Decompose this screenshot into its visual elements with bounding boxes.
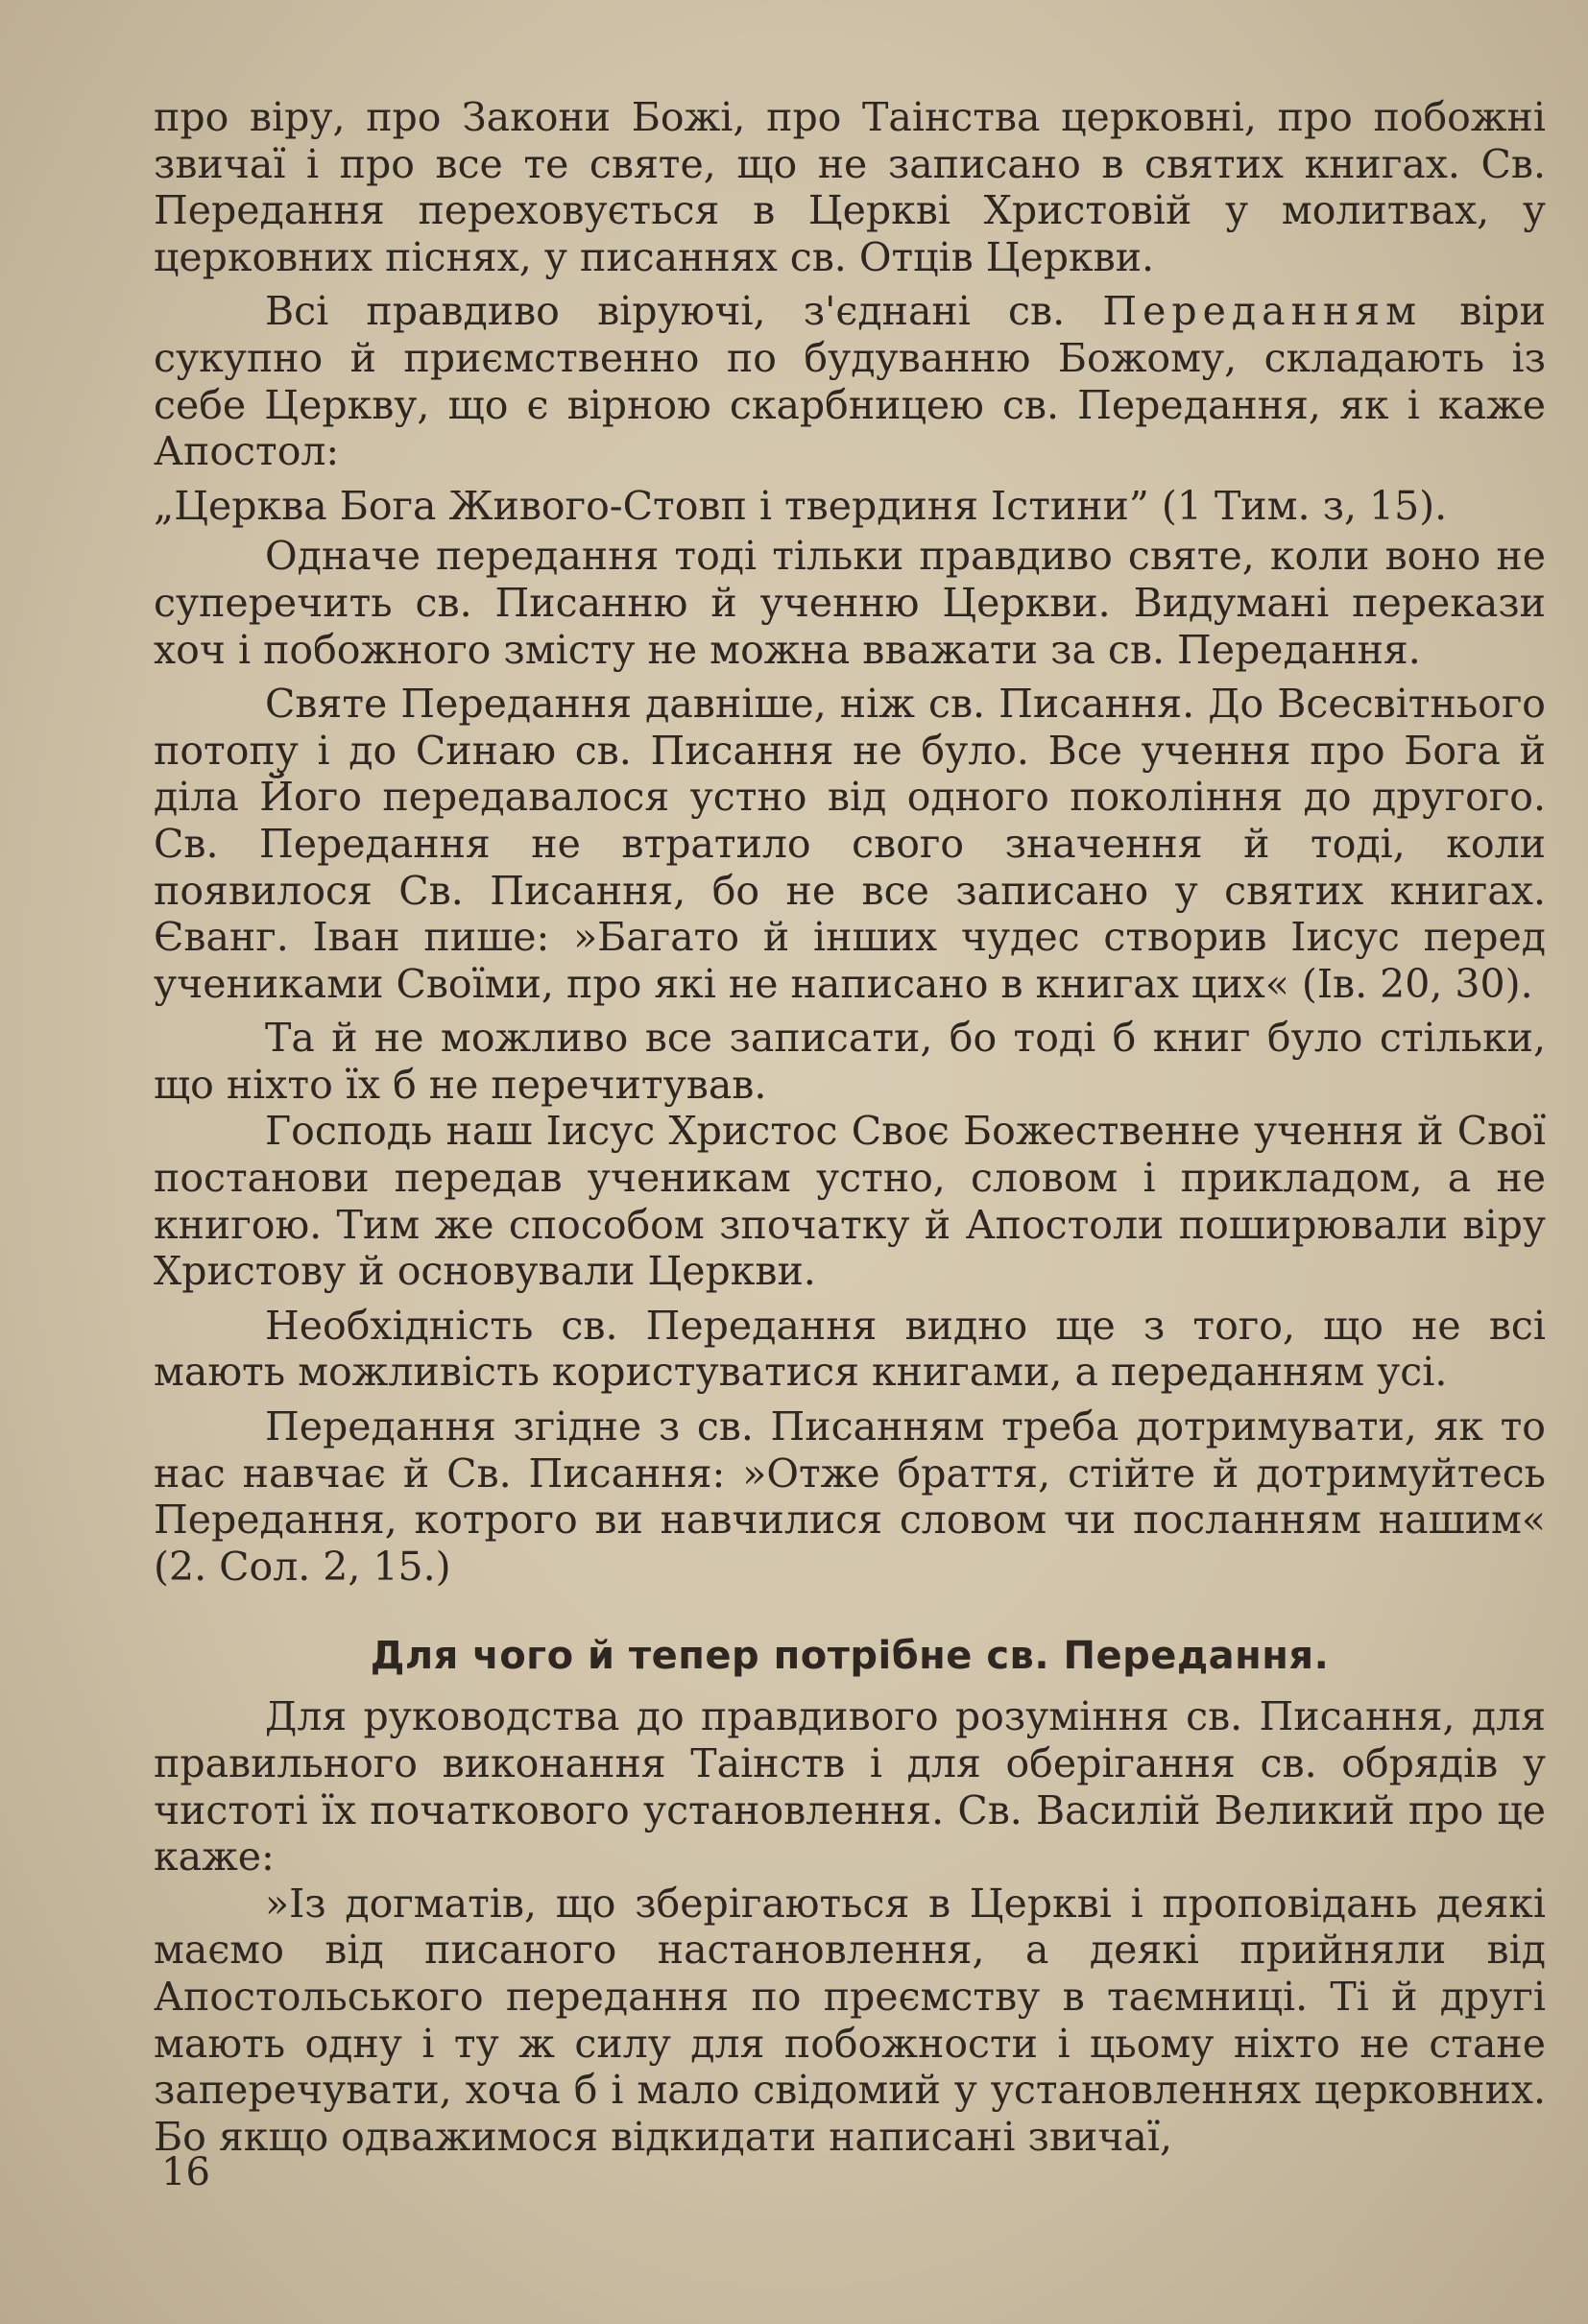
paragraph-2	[154, 288, 1546, 474]
paragraph-7: Необхідність св. Передання видно ще з того, що не всі мають можливість користуватися книгами, а переданням усі.	[154, 1302, 1546, 1396]
section-heading: Для чого й тепер потрібне св. Передання.	[370, 1634, 1330, 1679]
paragraph-6: Господь наш Іисус Христос Своє Божественне учення й Свої постанови передав ученикам устно, словом і прикладом, а не книгою. Тим же способом зпочатку й Апостоли поширювали віру Христову й основували Церкви.	[154, 1108, 1546, 1295]
paragraph-8: Передання згідне з св. Писанням треба дотримувати, як то нас навчає й Св. Писання: »Отже браття, стійте й дотримуйтесь Передання, котрого ви навчилися словом чи посланням нашим« (2. Сол. 2, 15.)	[154, 1403, 1546, 1590]
paragraph-2-end: віри сукупно й приємственно по будуванню Божому, складають із себе Церкву, що є вірною скарбницею св. Передання, як і каже Апостол:	[154, 288, 1546, 475]
scripture-quote: „Церква Бога Живого-Стовп і твердиня Істини” (1 Тим. з, 15).	[154, 482, 1448, 529]
paragraph-2-start: Всі правдиво віруючі, з'єднані св.	[265, 288, 1103, 335]
spaced-word: Переданням	[1102, 288, 1422, 335]
section-paragraph-2: »Із догматів, що зберігаються в Церкві і проповідань деякі маємо від писаного настановлення, а деякі прийняли від Апостольського передання по преємству в таємниці. Ті й другі мають одну і ту ж силу для побожности і цьому ніхто не стане заперечувати, хоча б і мало свідомий у установленнях церковних. Бо якщо одважимося відкидати написані звичаї,	[154, 1880, 1546, 2160]
section-paragraph-1: Для руководства до правдивого розуміння св. Писання, для правильного виконання Таінств і для оберігання св. обрядів у чистоті їх початкового установлення. Св. Василій Великий про це каже:	[154, 1693, 1546, 1881]
paragraph-5: Та й не можливо все записати, бо тоді б книг було стільки, що ніхто їх б не перечитував.	[154, 1015, 1546, 1108]
page-number: 16	[161, 2150, 210, 2194]
paragraph-1: про віру, про Закони Божі, про Таінства церковні, про побожні звичаї і про все те святе, що не записано в святих книгах. Св. Передання переховується в Церкві Христовій у молитвах, у церковних піснях, у писаннях св. Отців Церкви.	[154, 94, 1546, 280]
text-block	[154, 94, 1546, 2160]
paragraph-4: Святе Передання давніше, ніж св. Писання. До Всесвітнього потопу і до Синаю св. Писання не було. Все учення про Бога й діла Його передавалося устно від одного покоління до другого. Св. Передання не втратило свого значення й тоді, коли появилося Св. Писання, бо не все записано у святих книгах. Єванг. Іван пише: »Багато й інших чудес створив Іисус перед учениками Своїми, про які не написано в книгах цих« (Ів. 20, 30).	[154, 681, 1546, 1007]
paragraph-3: Одначе передання тоді тільки правдиво святе, коли воно не суперечить св. Писанню й ученню Церкви. Видумані перекази хоч і побожного змісту не можна вважати за св. Передання.	[154, 533, 1546, 673]
